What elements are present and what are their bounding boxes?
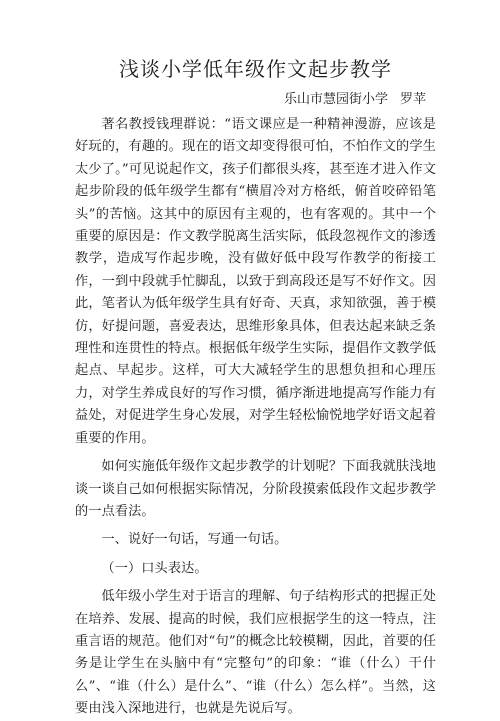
- section-heading-1: 一、说好一句话，写通一句话。: [101, 532, 288, 548]
- paragraph-intro: 著名教授钱理群说：“语文课应是一种精神漫游，应该是好玩的，有趣的。现在的语文却变得很可怕，不怕作文的学生太少了。”可见说起作文，孩子们都很头疼，甚至连才进入作文起步阶段的低年级学生都有“横眉冷对方格纸，俯首咬碎铅笔头”的苦恼。这其中的原因有主观的，也有客观的。其中一个重要的原因是：作文教学脱离生活实际，低段忽视作文的渗透教学，造成写作起步晚，没有做好低中段写作教学的衔接工作，一到中段就手忙脚乱，以致于到高段还是写不好作文。因此，笔者认为低年级学生具有好奇、天真，求知欲强，善于模仿，好提问题，喜爱表达，思维形象具体，但表达起来缺乏条理性和连贯性的特点。根据低年级学生实际，提倡作文教学低起点、早起步。这样，可大大减轻学生的思想负担和心理压力，对学生养成良好的写作习惯，循序渐进地提高写作能力有益处，对促进学生身心发展，对学生轻松愉悦地学好语文起着重要的作用。: [75, 117, 436, 446]
- author-name: 罗苹: [399, 92, 426, 107]
- document-title: 浅谈小学低年级作文起步教学: [119, 57, 392, 81]
- author-byline: [75, 90, 436, 110]
- author-affiliation: 乐山市慧园街小学: [283, 92, 388, 107]
- subsection-heading-1: （一）口头表达。: [101, 560, 208, 576]
- paragraph-oral-expression: 低年级小学生对于语言的理解、句子结构形式的把握正处在培养、发展、提高的时候，我们应根据学生的这一特点，注重言语的规范。他们对“句”的概念比较模糊，因此，首要的任务是让学生在头脑中有“完整句”的印象：“谁（什么）干什么”、“谁（什么）是什么”、“谁（什么）怎么样”。当然，这要由浅入深地进行，也就是先说后写。: [75, 589, 436, 717]
- paragraph-plan: 如何实施低年级作文起步教学的计划呢？下面我就肤浅地谈一谈自己如何根据实际情况，分阶段摸索低段作文起步教学的一点看法。: [75, 459, 436, 519]
